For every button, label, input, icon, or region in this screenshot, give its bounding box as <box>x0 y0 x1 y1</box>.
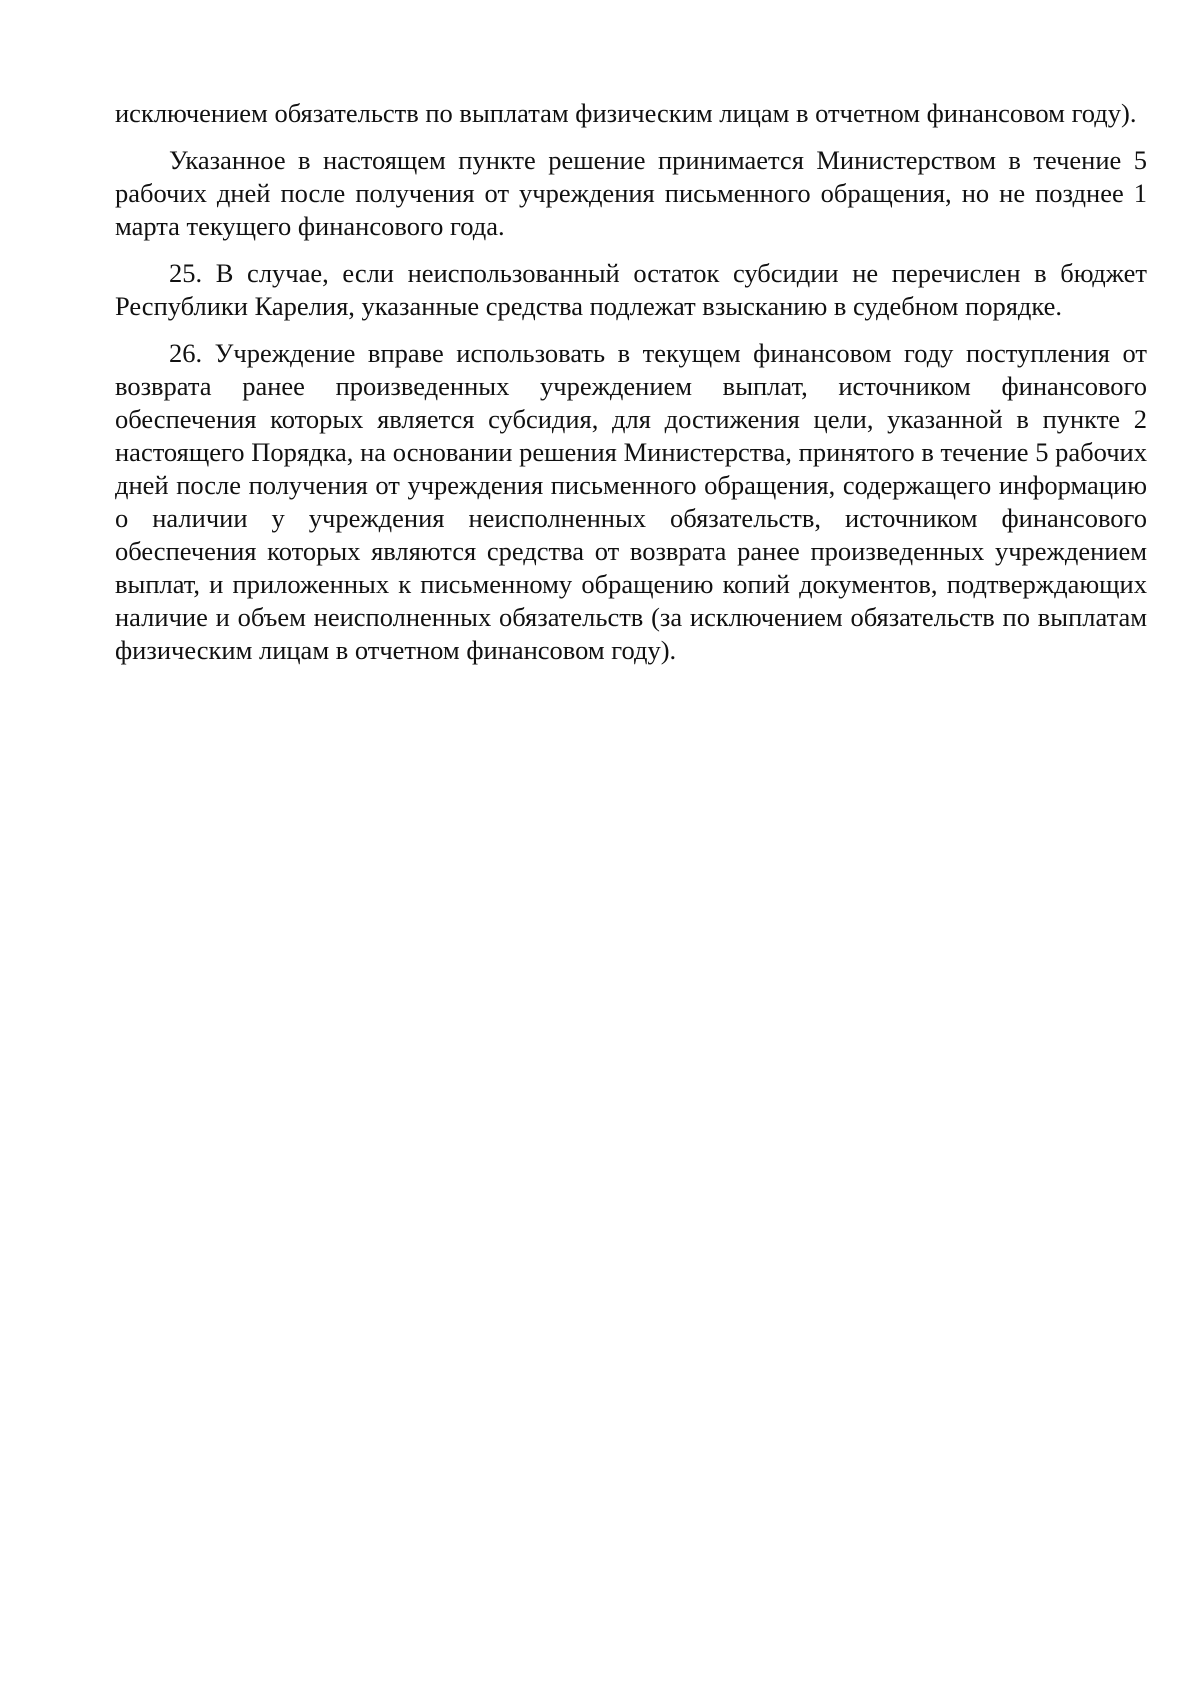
paragraph-clause-25: 25. В случае, если неиспользованный остаток субсидии не перечислен в бюджет Республики Карелия, указанные средства подлежат взысканию в судебном порядке. <box>115 258 1147 321</box>
paragraph-clause-26: 26. Учреждение вправе использовать в текущем финансовом году поступления от возврата ранее произведенных учреждением выплат, источником финансового обеспечения которых является субсидия, для достижения цели, указанной в пункте 2 настоящего Порядка, на основании решения Министерства, принятого в течение 5 рабочих дней после получения от учреждения письменного обращения, содержащего информацию о наличии у учреждения неисполненных обязательств, источником финансового обеспечения которых являются средства от возврата ранее произведенных учреждением выплат, и приложенных к письменному обращению копий документов, подтверждающих наличие и объем неисполненных обязательств (за исключением обязательств по выплатам физическим лицам в отчетном финансовом году). <box>115 338 1147 665</box>
document-body <box>115 97 1147 681</box>
paragraph-decision-deadline: Указанное в настоящем пункте решение принимается Министерством в течение 5 рабочих дней после получения от учреждения письменного обращения, но не позднее 1 марта текущего финансового года. <box>115 145 1147 241</box>
paragraph-continuation: исключением обязательств по выплатам физическим лицам в отчетном финансовом году). <box>115 98 1137 128</box>
